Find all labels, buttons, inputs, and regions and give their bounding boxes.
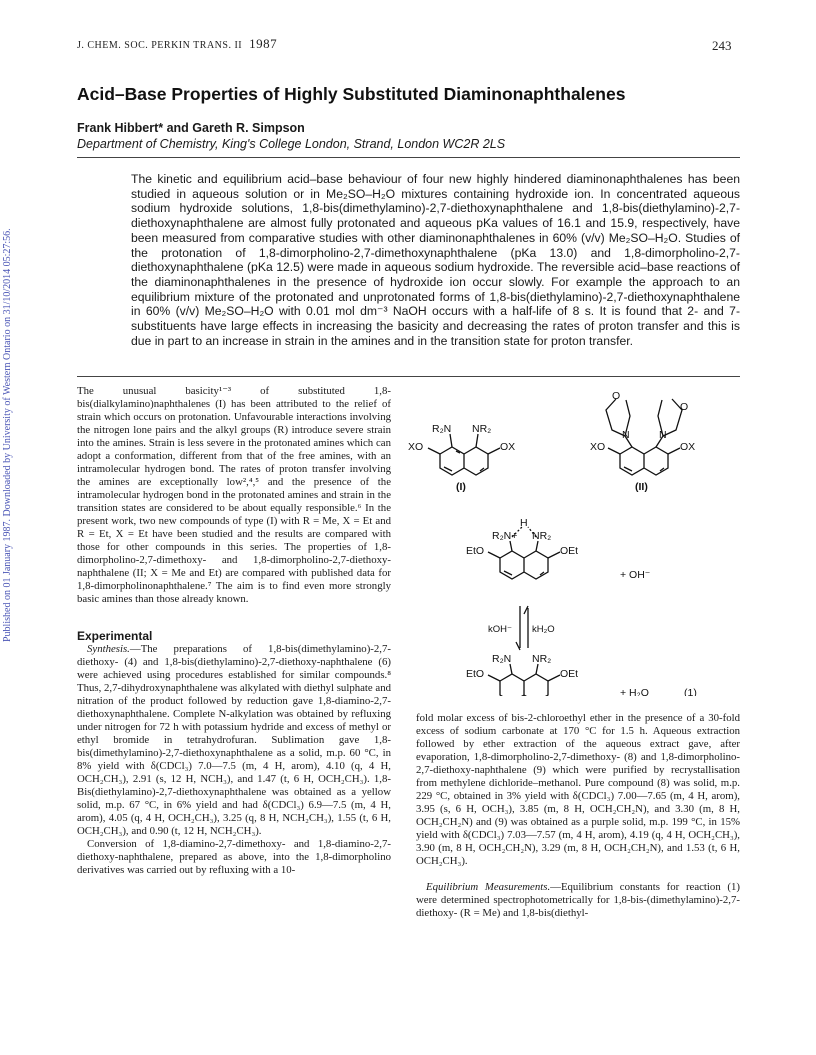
journal-year: 1987 [249, 36, 278, 51]
abstract: The kinetic and equilibrium acid–base behaviour of four new highly hindered diaminonaphthalenes has been studied in aqueous solution or in Me₂SO–H₂O mixtures containing hydroxide ion. In concentrated aqueous sodium hydroxide solutions, 1,8-bis(dimethylamino)-2,7-diethoxynaphthalene and 1,8-bis(diethylamino)-2,7-diethoxynaphthalene are almost fully protonated and aqueous pKa values of 16.1 and 15.9, respectively, have been measured from comparative studies with other diaminonaphthalenes in 60% (v/v) Me₂SO–H₂O. Studies of the protonation of 1,8-dimorpholino-2,7-dimethoxynaphthalene (pKa 13.0) and 1,8-dimorpholino-2,7-diethoxynaphthalene (pKa 12.5) were made in aqueous sodium hydroxide. The reversible acid–base reactions of the diaminonaphthalenes in the presence of hydroxide ion occur slowly. For example the approach to an equilibrium mixture of the protonated and unprotonated forms of 1,8-bis(diethylamino)-2,7-diethoxynaphthalene in 60% (v/v) Me₂SO–H₂O with 0.01 mol dm⁻³ NaOH occurs with a half-life of 8 s. It is found that 2- and 7-substituents have large effects in increasing the basicity and decreasing the rates of proton transfer and this is due in part to an increase in strain in the amines and in the transition state for proton transfer. [131, 172, 740, 348]
intro-paragraph: The unusual basicity¹⁻³ of substituted 1,8-bis(dialkylamino)naphthalenes (I) has been attributed to the relief of strain which occurs on protonation. Unfavourable interactions involving the nitrogen lone pairs and the alkyl groups (R) introduce severe strain into the amines. Strain is less severe in the protonated amines which can adopt a conformation, different from that of the free amines, with an intramolecular hydrogen bond. The rates of proton transfer involving the amines are exceptionally low²,⁴,⁵ and the presence of the intramolecular hydrogen bond in the protonated amines and strain in the transition states are considered to be about equally responsible.⁶ In the present work, two new compounds of type (I) with R = Me, X = Et and R = Et, X = Et have been studied and the results are compared with those for other compounds in this series. The properties of 1,8-dimorpholino-2,7-dimethoxy- and 1,8-dimorpholino-2,7-diethoxy-naphthalene (II; X = Me and Et) are compared with published data for 1,8-dimorpholinonaphthalene.⁷ The aim is to find even more strongly basic amines than those already known. [77, 385, 391, 605]
right-column [416, 712, 740, 920]
page-number: 243 [712, 38, 732, 53]
struct-II-sub-right: OX [680, 441, 696, 453]
struct-I-amine-left: R₂N [432, 423, 452, 435]
experimental-heading: Experimental [77, 629, 153, 643]
struct-I-amine-right: NR₂ [472, 423, 492, 435]
synthesis-paragraph: —The preparations of 1,8-bis(dimethylamino)-2,7-diethoxy- (4) and 1,8-bis(diethylamino)-2,7-diethoxy-naphthalene (6) were achieved using procedures established for similar compounds.⁸ Thus, 2,7-dihydroxynaphthalene was alkylated with diethyl sulphate and nitration of the product followed by reduction gave 1,8-diamino-2,7-diethoxynaphthalene. Complete N-alkylation was obtained by refluxing under nitrogen for 72 h with potassium hydride and excess of methyl or ethyl bromide in tetrahydrofuran. Sublimation gave 1,8-bis(dimethylamino)-2,7-diethoxynaphthalene as a solid, m.p. 60 °C, in 8% yield with δ(CDCl₃) 7.0—7.5 (m, 4 H, arom), 4.10 (q, 4 H, OCH₂CH₃), 2.91 (s, 12 H, NCH₃), and 1.47 (t, 6 H, OCH₂CH₃). 1,8-Bis(diethylamino)-2,7-diethoxynaphthalene was obtained as a yellow solid, m.p. 67 °C, in 6% yield and had δ(CDCl₃) 6.9—7.5 (m, 4 H, arom), 4.05 (q, 4 H, OCH₂CH₃), 3.25 (q, 8 H, NCH₂CH₃), 1.55 (t, 6 H, OCH₂CH₃), and 0.90 (t, 12 H, NCH₂CH₃). [77, 643, 391, 837]
struct-II-n-left: N [622, 429, 630, 441]
chemical-structures [400, 386, 745, 696]
left-column [77, 385, 391, 877]
conversion-paragraph: Conversion of 1,8-diamino-2,7-dimethoxy- and 1,8-diamino-2,7-diethoxy-naphthalene, prepared as above, into the 1,8-dimorpholino derivatives was carried out by refluxing with a 10- [77, 838, 391, 876]
download-notice-sidebar: Published on 01 January 1987. Downloaded by University of Western Ontario on 31/10/2014 05:27:56. [2, 228, 13, 642]
article-title: Acid–Base Properties of Highly Substituted Diaminonaphthalenes [77, 84, 626, 104]
rate-constant-forward: kH₂O [532, 624, 555, 635]
title-rule [77, 157, 740, 158]
running-head [77, 36, 277, 52]
equilibrium-paragraph: —Equilibrium constants for reaction (1) were determined spectrophotometrically for 1,8-bis-(dimethylamino)-2,7-diethoxy- (R = Me) and 1,8-bis(diethyl- [416, 881, 740, 919]
neutral-amine-left: R₂N [492, 653, 512, 665]
protonated-sub-right: OEt [560, 545, 579, 557]
struct-II-o-right: O [680, 401, 689, 413]
struct-II-sub-left: XO [590, 441, 606, 453]
equilibrium-runin: Equilibrium Measurements. [426, 881, 551, 893]
scheme-figure [400, 386, 745, 696]
plus-water: + H₂O [620, 687, 649, 696]
plus-hydroxide: + OH⁻ [620, 569, 651, 581]
article-affiliation: Department of Chemistry, King's College London, Strand, London WC2R 2LS [77, 137, 506, 151]
protonated-amine-right: NR₂ [532, 530, 552, 542]
protonated-amine-left: R₂N+ [492, 530, 518, 542]
hbond-label: H [520, 517, 528, 529]
article-authors: Frank Hibbert* and Gareth R. Simpson [77, 121, 305, 135]
neutral-sub-right: OEt [560, 668, 579, 680]
journal-name: J. CHEM. SOC. PERKIN TRANS. II [77, 40, 243, 51]
struct-I-label: (I) [456, 481, 466, 493]
protonated-sub-left: EtO [466, 545, 485, 557]
struct-II-label: (II) [635, 481, 648, 493]
struct-II-n-right: N [659, 429, 667, 441]
struct-I-sub-left: XO [408, 441, 424, 453]
struct-I-sub-right: OX [500, 441, 516, 453]
equation-number: (1) [684, 687, 697, 696]
neutral-amine-right: NR₂ [532, 653, 552, 665]
neutral-sub-left: EtO [466, 668, 485, 680]
abstract-rule [77, 376, 740, 377]
struct-II-o-left: O [612, 390, 621, 402]
rate-constant-back: kOH⁻ [488, 624, 513, 635]
continuation-paragraph: fold molar excess of bis-2-chloroethyl ether in the presence of a 30-fold excess of sodium carbonate at 170 °C for 1.5 h. Aqueous extraction followed by ether extraction of the aqueous extract gave, after evaporation, 1,8-dimorpholino-2,7-dimethoxy- (8) and 1,8-dimorpholino-2,7-diethoxy-naphthalene (9) which were purified by recrystallisation from methylene dichloride–methanol. Pure compound (8) was solid, m.p. 229 °C, obtained in 3% yield with δ(CDCl₃) 7.00—7.65 (m, 4 H, arom), 3.95 (s, 6 H, OCH₃), 3.85 (m, 8 H, OCH₂CH₂N), and 3.30 (m, 8 H, OCH₂CH₂N) and (9) was obtained as a purple solid, m.p. 199 °C, in 15% yield with δ(CDCl₃) 7.03—7.57 (m, 4 H, arom), 4.19 (q, 4 H, OCH₂CH₃), 3.90 (m, 8 H, OCH₂CH₂N), 3.29 (m, 8 H, OCH₂CH₂N), and 1.53 (t, 6 H, OCH₂CH₃). [416, 712, 740, 867]
synthesis-runin: Synthesis. [87, 643, 130, 655]
